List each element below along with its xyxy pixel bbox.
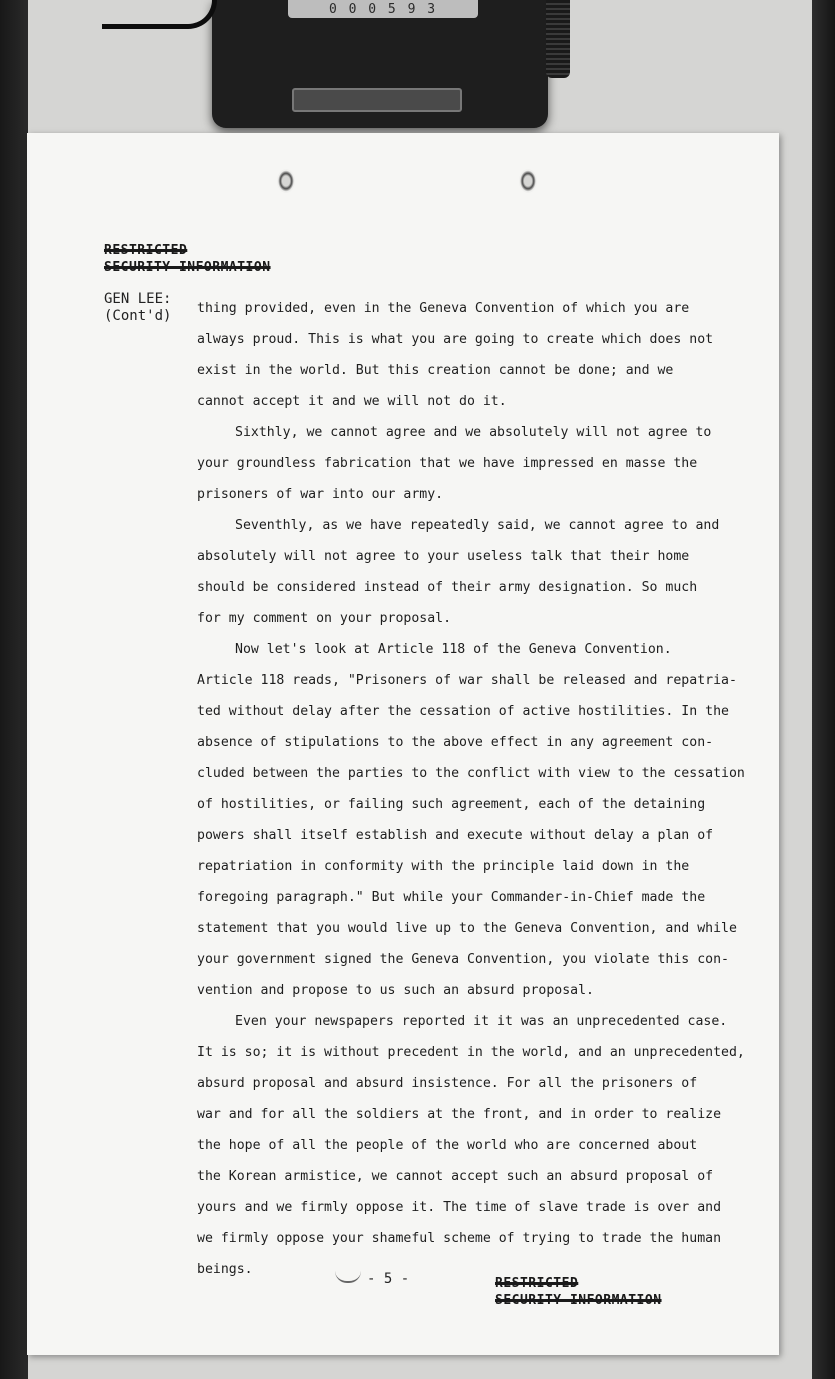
- body-line: It is so; it is without precedent in the world, and an unprecedented,: [197, 1045, 745, 1060]
- frame-counter-device: [212, 0, 548, 128]
- body-line: thing provided, even in the Geneva Convention of which you are: [197, 301, 690, 316]
- classification-footer-line2: SECURITY INFORMATION: [495, 1293, 662, 1308]
- body-line: for my comment on your proposal.: [197, 611, 452, 626]
- classification-footer-line1: RESTRICTED: [495, 1276, 579, 1291]
- counter-label-plate: [292, 88, 462, 112]
- body-line: of hostilities, or failing such agreement, each of the detaining: [197, 797, 706, 812]
- body-line: cannot accept it and we will not do it.: [197, 394, 507, 409]
- body-line: beings.: [197, 1262, 253, 1277]
- body-line: the Korean armistice, we cannot accept such an absurd proposal of: [197, 1169, 714, 1184]
- punch-hole-left: [277, 169, 295, 193]
- body-line: absolutely will not agree to your useless talk that their home: [197, 549, 690, 564]
- body-line: foregoing paragraph." But while your Commander-in-Chief made the: [197, 890, 706, 905]
- body-line: Now let's look at Article 118 of the Geneva Convention.: [235, 642, 672, 657]
- body-line: ted without delay after the cessation of active hostilities. In the: [197, 704, 729, 719]
- body-line: prisoners of war into our army.: [197, 487, 444, 502]
- speaker-name: GEN LEE:: [104, 291, 172, 307]
- body-line: Article 118 reads, "Prisoners of war shall be released and repatria-: [197, 673, 737, 688]
- body-line: should be considered instead of their army designation. So much: [197, 580, 698, 595]
- body-line: exist in the world. But this creation cannot be done; and we: [197, 363, 674, 378]
- body-line: absence of stipulations to the above effect in any agreement con-: [197, 735, 714, 750]
- page-number: - 5 -: [367, 1271, 410, 1287]
- speaker-continued: (Cont'd): [104, 308, 172, 324]
- body-line: yours and we firmly oppose it. The time of slave trade is over and: [197, 1200, 722, 1215]
- body-line: cluded between the parties to the conflict with view to the cessation: [197, 766, 745, 781]
- transcript-body: [197, 293, 745, 1285]
- body-line: your government signed the Geneva Convention, you violate this con-: [197, 952, 729, 967]
- body-line: your groundless fabrication that we have impressed en masse the: [197, 456, 698, 471]
- body-line: the hope of all the people of the world who are concerned about: [197, 1138, 698, 1153]
- body-line: Sixthly, we cannot agree and we absolutely will not agree to: [235, 425, 712, 440]
- body-line: always proud. This is what you are going to create which does not: [197, 332, 714, 347]
- document-page: [27, 133, 779, 1355]
- classification-header-line1: RESTRICTED: [104, 243, 188, 258]
- body-line: powers shall itself establish and execute without delay a plan of: [197, 828, 714, 843]
- body-line: repatriation in conformity with the principle laid down in the: [197, 859, 690, 874]
- body-line: vention and propose to us such an absurd proposal.: [197, 983, 594, 998]
- classification-footer: [495, 1275, 662, 1309]
- punch-hole-right: [519, 169, 537, 193]
- classification-header: [104, 242, 271, 276]
- body-line: Seventhly, as we have repeatedly said, we cannot agree to and: [235, 518, 720, 533]
- speaker-label: [104, 291, 171, 325]
- body-line: Even your newspapers reported it it was an unprecedented case.: [235, 1014, 728, 1029]
- counter-knob: [546, 0, 570, 78]
- counter-cable: [102, 0, 217, 29]
- body-line: statement that you would live up to the Geneva Convention, and while: [197, 921, 737, 936]
- counter-digits: 0 0 0 5 9 3: [288, 0, 478, 18]
- body-line: absurd proposal and absurd insistence. For all the prisoners of: [197, 1076, 698, 1091]
- body-line: war and for all the soldiers at the front, and in order to realize: [197, 1107, 722, 1122]
- classification-header-line2: SECURITY INFORMATION: [104, 260, 271, 275]
- body-line: we firmly oppose your shameful scheme of trying to trade the human: [197, 1231, 722, 1246]
